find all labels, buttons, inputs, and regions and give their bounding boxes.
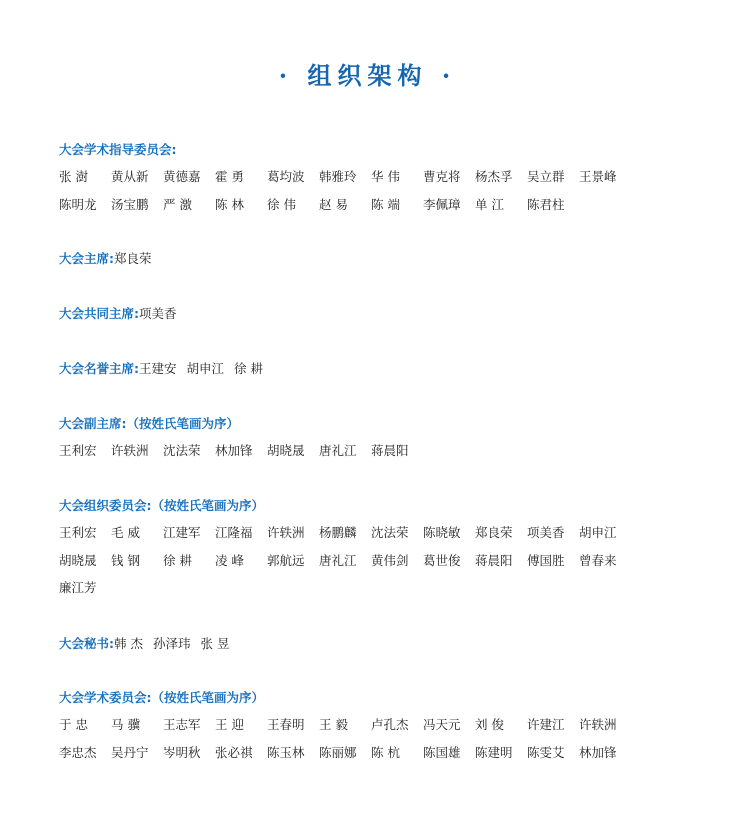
person-name: 凌 峰 (215, 552, 244, 568)
person-name: 黄德嘉 (163, 169, 201, 184)
person-name: 王 毅 (319, 717, 348, 732)
name-list (59, 711, 699, 766)
person-name: 胡申江 (579, 525, 617, 540)
page-title: · 组织架构 · (278, 61, 457, 90)
person-name: 曾春来 (579, 552, 617, 568)
person-name: 许轶洲 (579, 717, 617, 732)
person-name: 韩雅玲 (319, 169, 357, 184)
section-cochair (59, 306, 699, 322)
person-name: 吴立群 (527, 169, 565, 184)
person-name: 王建安 (139, 361, 177, 376)
person-name: 王志军 (163, 717, 201, 732)
section-vice-chair (59, 416, 699, 465)
honorary-names (139, 361, 263, 376)
person-name: 华 伟 (371, 169, 400, 184)
person-name: 单 江 (475, 196, 504, 212)
person-name: 黄从新 (111, 169, 149, 184)
section-guide-committee (59, 142, 699, 218)
section-heading: 大会副主席:（按姓氏笔画为序） (59, 416, 239, 431)
person-name: 胡申江 (186, 361, 225, 376)
person-name: 张 澍 (59, 169, 88, 184)
secretary-names (114, 636, 229, 651)
person-name: 杨鹏麟 (319, 525, 357, 540)
person-name: 蒋晨阳 (371, 443, 409, 458)
person-name: 陈 林 (215, 196, 244, 212)
person-name: 孙泽玮 (152, 636, 191, 651)
person-name: 徐 耕 (163, 552, 192, 568)
person-name: 江建军 (163, 525, 201, 540)
person-name: 吴丹宁 (111, 744, 149, 760)
person-name: 陈君柱 (527, 196, 565, 212)
person-name: 冯天元 (423, 717, 461, 732)
section-heading: 大会名誉主席: (59, 361, 139, 376)
person-name: 杨杰孚 (475, 169, 513, 184)
person-name: 霍 勇 (215, 169, 244, 184)
person-name: 徐 伟 (267, 196, 296, 212)
person-name: 郭航远 (267, 552, 305, 568)
name-list (59, 437, 699, 465)
person-name: 陈丽娜 (319, 744, 357, 760)
person-name: 陈国雄 (423, 744, 461, 760)
person-name: 项美香 (527, 525, 565, 540)
person-name: 岑明秋 (163, 744, 201, 760)
person-name: 江隆福 (215, 525, 253, 540)
person-name: 陈 端 (371, 196, 400, 212)
person-name: 许轶洲 (267, 525, 305, 540)
name-list (59, 163, 699, 218)
person-name: 李忠杰 (59, 744, 97, 760)
person-name: 王 迎 (215, 717, 244, 732)
person-name: 陈建明 (475, 744, 513, 760)
section-chair (59, 251, 699, 267)
section-academic-committee (59, 690, 699, 766)
person-name: 王利宏 (59, 525, 97, 540)
person-name: 葛世俊 (423, 552, 461, 568)
person-name: 唐礼江 (319, 552, 357, 568)
section-heading: 大会秘书: (59, 636, 114, 651)
person-name: 严 激 (163, 196, 192, 212)
person-name: 王利宏 (59, 443, 97, 458)
person-name: 陈晓敏 (423, 525, 461, 540)
person-name: 张必祺 (215, 744, 253, 760)
section-heading: 大会共同主席: (59, 306, 139, 321)
person-name: 许轶洲 (111, 443, 149, 458)
person-name: 林加锋 (215, 443, 253, 458)
person-name: 王春明 (267, 717, 305, 732)
person-name: 李佩璋 (423, 196, 461, 212)
person-name: 沈法荣 (163, 443, 201, 458)
section-heading: 大会主席: (59, 251, 114, 266)
section-heading: 大会学术指导委员会: (59, 142, 177, 157)
person-name: 许建江 (527, 717, 565, 732)
chair-name: 郑良荣 (114, 251, 152, 266)
person-name: 汤宝鹏 (111, 196, 149, 212)
person-name: 张 昱 (200, 636, 230, 651)
person-name: 于 忠 (59, 717, 88, 732)
section-organizing-committee (59, 498, 699, 602)
name-list (59, 519, 699, 602)
person-name: 唐礼江 (319, 443, 357, 458)
person-name: 廉江芳 (59, 580, 97, 595)
person-name: 赵 易 (319, 196, 348, 212)
person-name: 曹克将 (423, 169, 461, 184)
person-name: 胡晓晟 (59, 552, 97, 568)
person-name: 陈 杭 (371, 744, 400, 760)
person-name: 马 骥 (111, 717, 140, 732)
section-heading: 大会学术委员会:（按姓氏笔画为序） (59, 690, 264, 705)
section-secretary (59, 636, 699, 652)
person-name: 韩 杰 (114, 636, 143, 651)
person-name: 陈雯艾 (527, 744, 565, 760)
section-heading: 大会组织委员会:（按姓氏笔画为序） (59, 498, 264, 513)
person-name: 黄伟剑 (371, 552, 409, 568)
person-name: 葛均波 (267, 169, 305, 184)
person-name: 胡晓晟 (267, 443, 305, 458)
person-name: 沈法荣 (371, 525, 409, 540)
person-name: 卢孔杰 (371, 717, 409, 732)
person-name: 毛 威 (111, 525, 140, 540)
person-name: 蒋晨阳 (475, 552, 513, 568)
person-name: 徐 耕 (234, 361, 264, 376)
person-name: 陈玉林 (267, 744, 305, 760)
person-name: 陈明龙 (59, 196, 97, 212)
person-name: 傅国胜 (527, 552, 565, 568)
cochair-name: 项美香 (139, 306, 177, 321)
person-name: 郑良荣 (475, 525, 513, 540)
person-name: 林加锋 (579, 744, 617, 760)
person-name: 刘 俊 (475, 717, 504, 732)
person-name: 王景峰 (579, 169, 617, 184)
section-honorary-chair (59, 361, 699, 377)
person-name: 钱 钢 (111, 552, 140, 568)
